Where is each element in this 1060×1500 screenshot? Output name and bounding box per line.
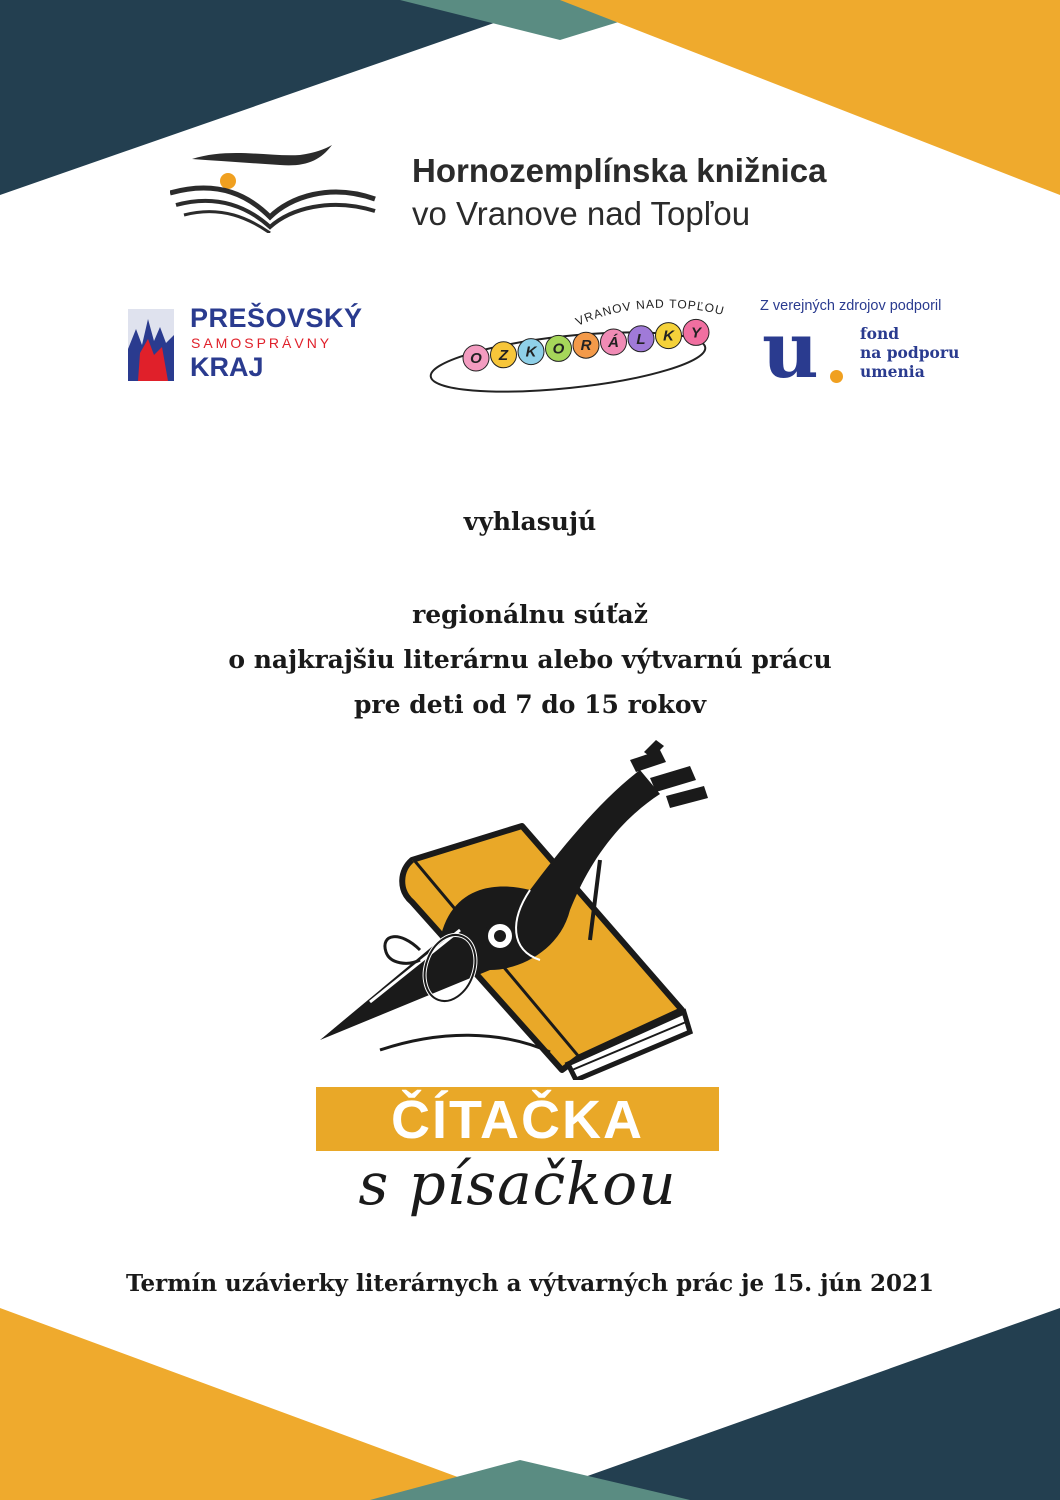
ozkoralky-letter-ball	[683, 319, 709, 345]
ozkoralky-letter: Z	[498, 346, 509, 364]
ozkoralky-letter: L	[636, 330, 646, 348]
ozkoralky-letters	[463, 319, 709, 371]
library-logo-icon	[170, 143, 380, 233]
ozkoralky-letter: O	[470, 350, 482, 367]
ozkoralky-letter-ball	[463, 345, 489, 371]
fpu-dot-icon	[830, 370, 843, 383]
announcement-text	[0, 592, 1060, 727]
fpu-supported-by: Z verejných zdrojov podporil	[760, 298, 942, 314]
ozkoralky-letter: K	[525, 343, 537, 361]
announcement-line: pre deti od 7 do 15 rokov	[353, 690, 707, 719]
presov-line3: KRAJ	[190, 352, 264, 382]
ozkoralky-letter: R	[580, 337, 592, 355]
library-name: Hornozemplínska knižnica	[412, 152, 827, 189]
brand-subtitle: s písačkou	[358, 1150, 677, 1218]
book-and-pen-illustration	[300, 740, 740, 1080]
presov-line2: SAMOSPRÁVNY	[191, 335, 333, 351]
ozkoralky-letter-ball	[518, 339, 544, 365]
ozkoralky-letter: Y	[690, 324, 702, 342]
ozkoralky-letter-ball	[656, 323, 682, 349]
library-location: vo Vranove nad Topľou	[412, 195, 751, 232]
fpu-name-line: umenia	[860, 362, 925, 381]
ozkoralky-letter-ball	[491, 342, 517, 368]
ozkoralky-letter-ball	[601, 329, 627, 355]
announcement-intro: vyhlasujú	[463, 507, 597, 536]
fpu-logo-letter: u	[762, 305, 819, 396]
deadline-text: Termín uzávierky literárnych a výtvarných prác je 15. jún 2021	[126, 1270, 934, 1297]
ozkoralky-letter-ball	[573, 332, 599, 358]
ozkoralky-letter-ball	[546, 335, 572, 361]
ozkoralky-letter: K	[663, 327, 674, 345]
fpu-name-line: fond	[860, 324, 900, 343]
ozkoralky-arc-text: VRANOV NAD TOPĽOU	[573, 296, 727, 329]
fpu-name	[860, 324, 959, 381]
ozkoralky-letter: O	[552, 340, 565, 358]
presov-emblem-icon	[128, 309, 174, 381]
ozkoralky-letter-ball	[628, 326, 654, 352]
ozkoralky-logo	[428, 296, 728, 396]
announcement-line: regionálnu súťaž	[412, 600, 648, 629]
fpu-name-line: na podporu	[860, 343, 960, 362]
announcement-line: o najkrajšiu literárnu alebo výtvarnú prácu	[228, 645, 832, 674]
presov-line1: PREŠOVSKÝ	[190, 303, 363, 333]
ozkoralky-letter: Á	[608, 334, 619, 351]
brand-title: ČÍTAČKA	[391, 1090, 644, 1150]
